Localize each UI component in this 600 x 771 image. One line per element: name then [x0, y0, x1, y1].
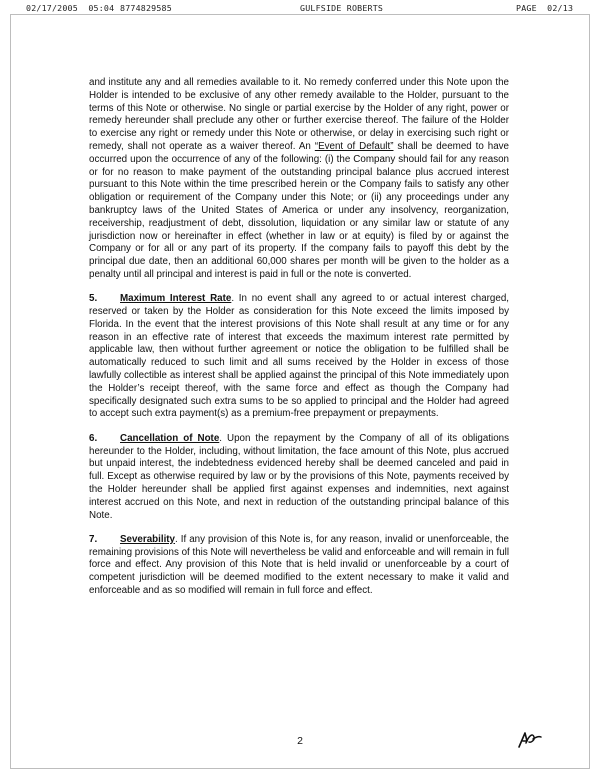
section-7-severability [89, 534, 509, 598]
document-body [89, 77, 509, 598]
handwritten-initials [515, 727, 545, 758]
defined-term-event-of-default: “Event of Default” [314, 140, 394, 152]
section-text: . Upon the repayment by the Company of all of its obligations hereunder to the Holder, including, without limitation, the face amount of this Note, plus accrued but unpaid interest, the indebtedness evidenced hereby shall be deemed canceled and paid in full. Except as otherwise required by law or by the provisions of this Note, payments received by the Holder hereunder shall be applied first against expenses and indemnities, next against interest accrued on this Note, and next in reduction of the outstanding principal balance of this Note. [89, 432, 509, 521]
section-5-maximum-interest-rate [89, 293, 509, 421]
fax-date-time: 02/17/2005 05:04 [26, 3, 115, 13]
section-title: Maximum Interest Rate [120, 293, 232, 305]
initials-signature-icon [515, 727, 545, 753]
section-title: Cancellation of Note [120, 432, 220, 444]
section-number: 5. [89, 293, 98, 305]
fax-number: 8774829585 [120, 3, 172, 13]
section-number: 7. [89, 533, 98, 545]
page-number: 2 [297, 735, 303, 747]
paragraph-text: shall be deemed to have occurred upon the occurrence of any of the following: (i) the Company should fail for any reason or for no reason to make payment of the outstanding principal balance plus accrued interest pursuant to this Note within the time prescribed herein or the Company fails to satisfy any other obligation or requirement of the Company under this Note; or (ii) any proceedings under any bankruptcy laws of the United States of America or under any insolvency, reorganization, receivership, readjustment of debt, dissolution, liquidation or any similar law or statute of any jurisdiction now or hereinafter in effect (whether in law or at equity) is filed by or against the Company or for all or any part of its property. If the company fails to payoff this debt by the principal due date, then an additional 60,000 shares per month will be given to the holder as a penalty until all principal and interest is paid in full or the note is converted. [89, 140, 509, 280]
section-number: 6. [89, 432, 98, 444]
section-6-cancellation-of-note [89, 433, 509, 523]
section-title: Severability [120, 533, 176, 545]
paragraph-text: and institute any and all remedies available to it. No remedy conferred under this Note upon the Holder is intended to be exclusive of any other remedy available to the Holder, pursuant to the terms of this Note or otherwise. No single or partial exercise by the Holder of any right, power or remedy hereunder shall preclude any other or further exercise thereof. The failure of the Holder to exercise any right or remedy under this Note or otherwise, or delay in exercising such right or remedy, shall not operate as a waiver thereof. An [89, 77, 509, 152]
section-text: . In no event shall any agreed to or actual interest charged, reserved or taken by the Holder as consideration for this Note exceed the limits imposed by Florida. In the event that the interest provisions of this Note shall result at any time or for any reason in an effective rate of interest that exceeds the maximum interest rate permitted by applicable law, then without further agreement or notice the obligation to be fulfilled shall be automatically reduced to such limit and all sums received by the Holder in excess of those lawfully collectible as interest shall be applied against the principal of this Note immediately upon the Holder’s receipt thereof, with the same force and effect as though the Company had specifically designated such extra sums to be so applied to principal and the Holder had agreed to accept such extra payment(s) as a premium-free prepayment or prepayments. [89, 293, 509, 420]
fax-header [0, 0, 600, 14]
section-text: . If any provision of this Note is, for any reason, invalid or unenforceable, the remaining provisions of this Note will nevertheless be valid and enforceable and will remain in full force and effect. Any provision of this Note that is held invalid or unenforceable by a court of competent jurisdiction will be deemed modified to the extent necessary to make it valid and enforceable and as so modified will remain in full force and effect. [89, 533, 509, 596]
paragraph-remedies-default [89, 77, 509, 282]
fax-page-indicator: PAGE 02/13 [516, 3, 574, 13]
fax-sender: GULFSIDE ROBERTS [300, 3, 384, 13]
